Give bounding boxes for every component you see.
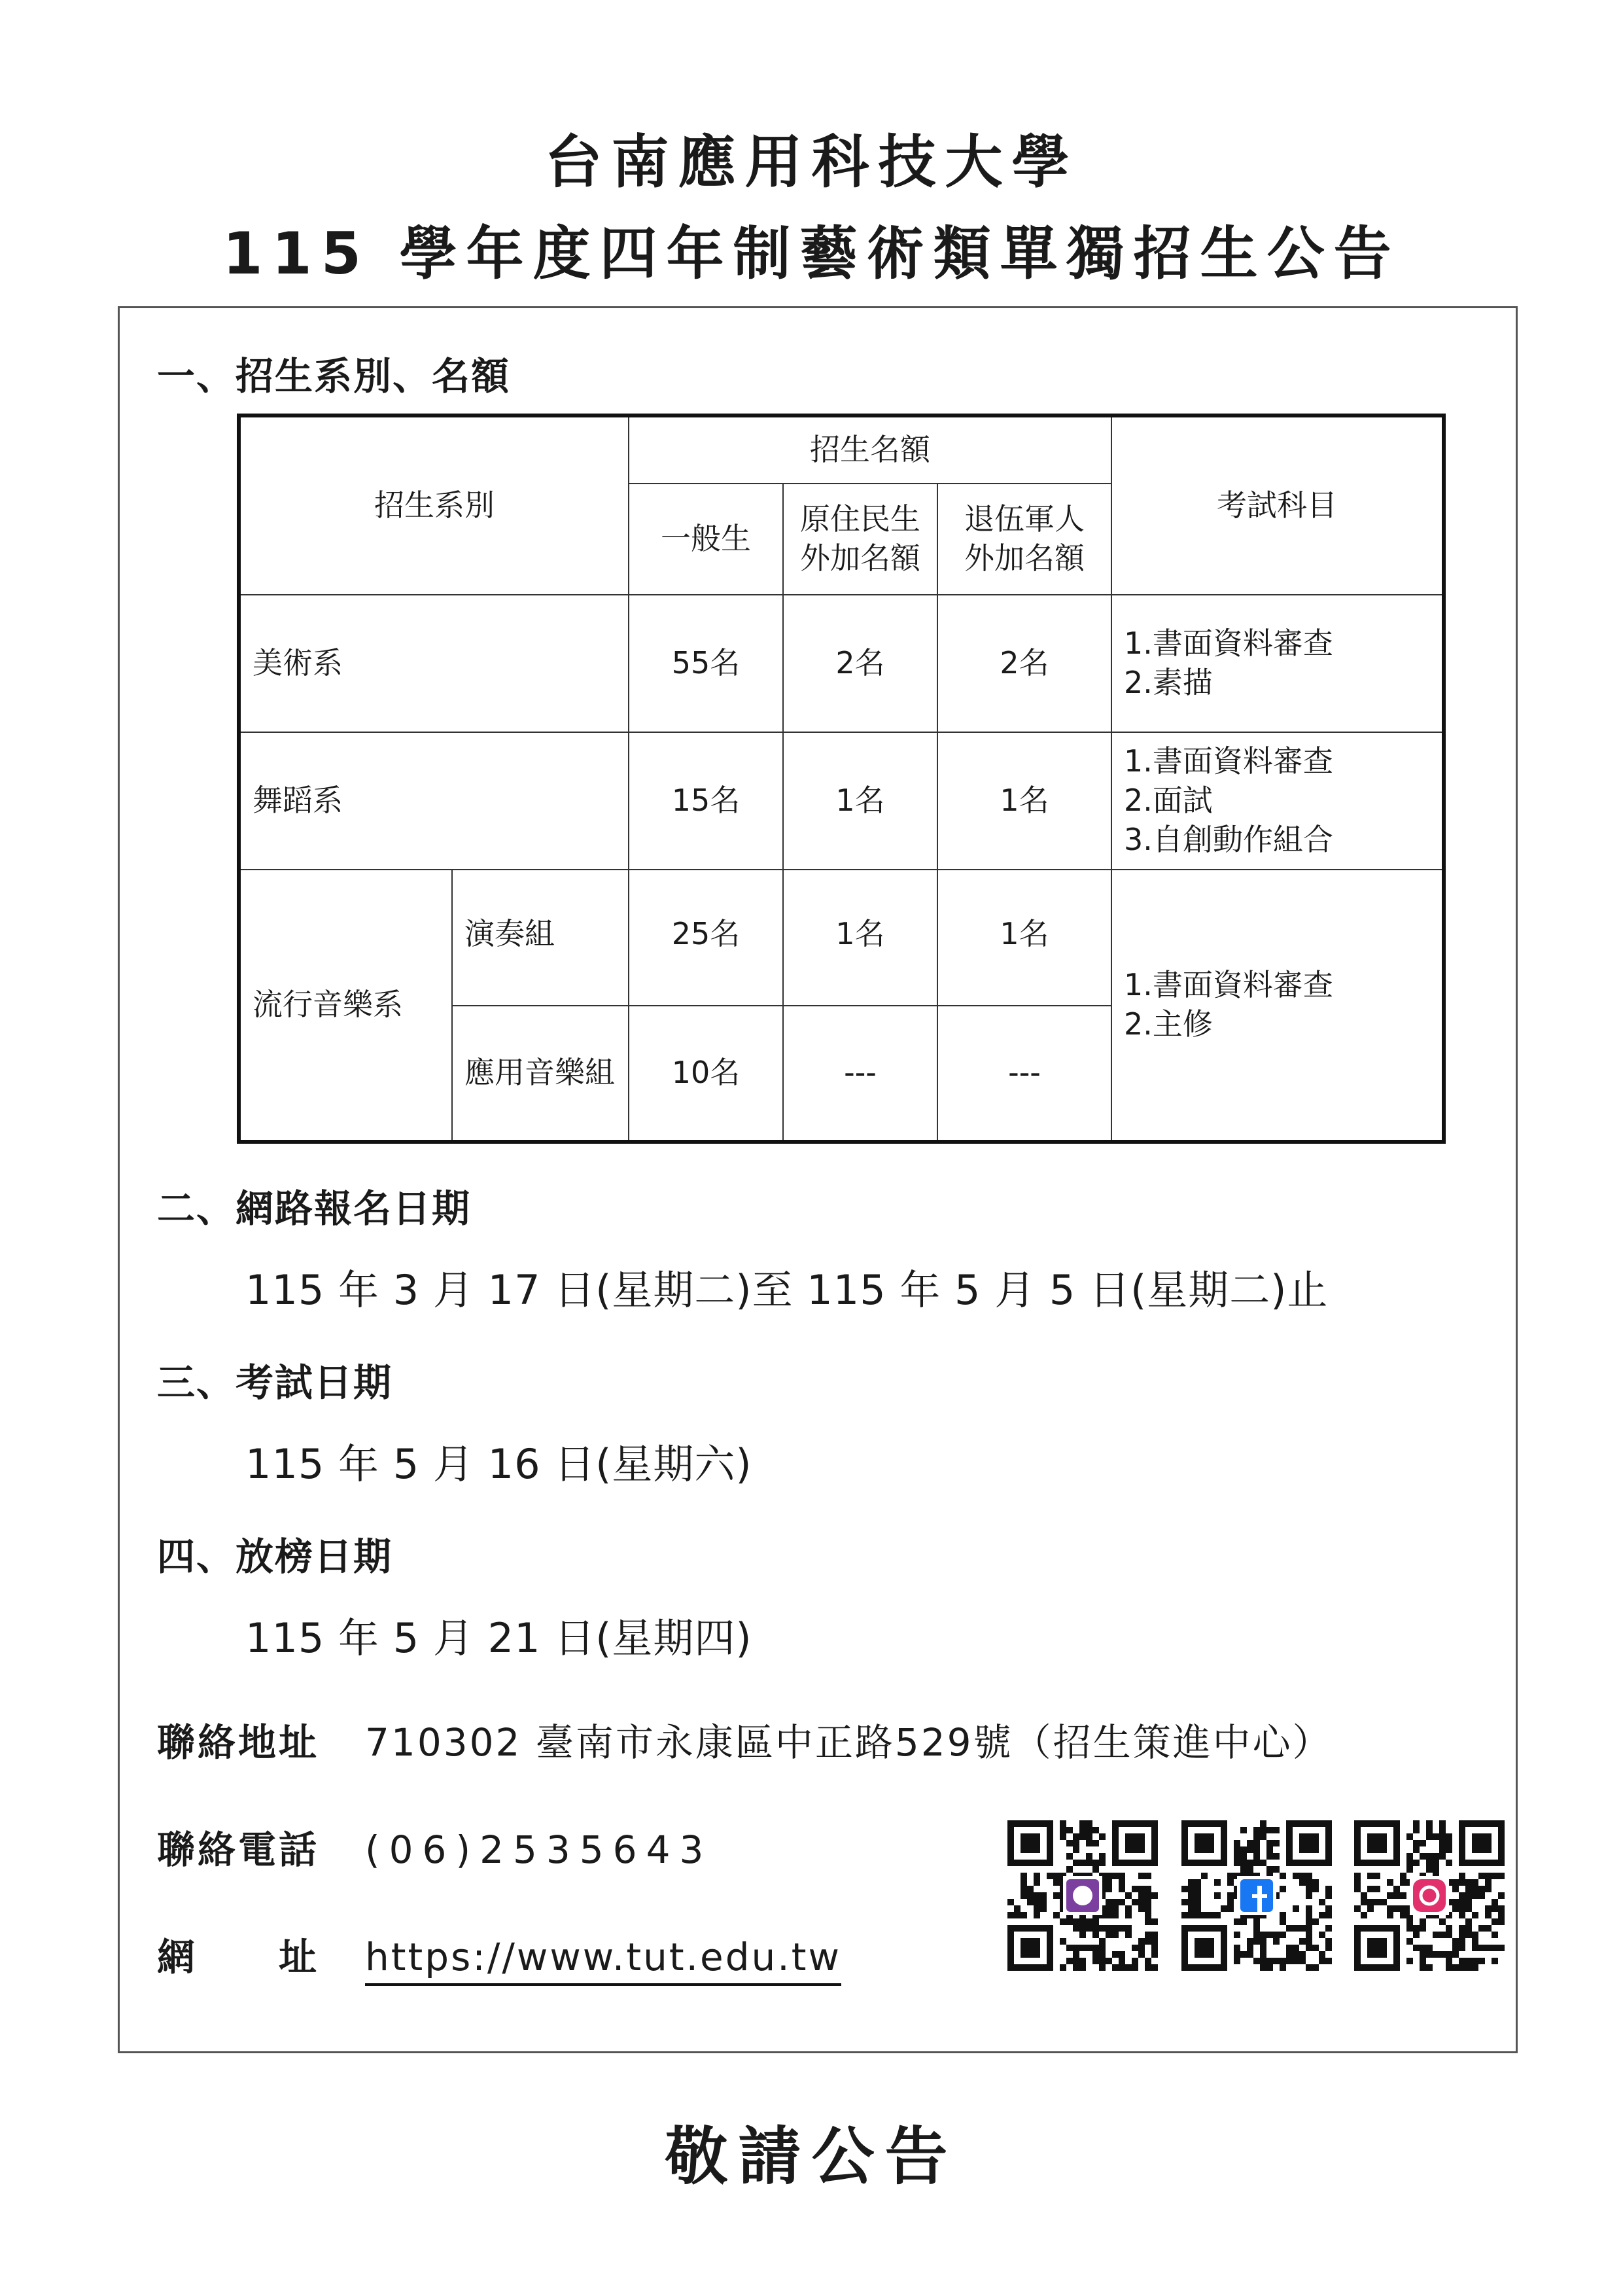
dept-cell: 美術系 — [239, 595, 629, 732]
dept-cell: 流行音樂系 — [239, 870, 452, 1142]
header-veteran: 退伍軍人 外加名額 — [937, 484, 1111, 595]
instagram-icon — [1413, 1879, 1446, 1912]
contact-address — [157, 1712, 1333, 1767]
indigenous-cell: --- — [783, 1006, 937, 1142]
header-dept: 招生系別 — [239, 415, 629, 595]
qr-code-instagram[interactable] — [1354, 1820, 1505, 1971]
header-general: 一般生 — [629, 484, 783, 595]
phone-label: 聯絡電話 — [157, 1828, 320, 1872]
result-date: 115 年 5 月 21 日(星期四) — [245, 1614, 752, 1662]
general-cell: 10名 — [629, 1006, 783, 1142]
veteran-cell: --- — [937, 1006, 1111, 1142]
phone-value: (06)2535643 — [365, 1828, 713, 1872]
website-link[interactable]: https://www.tut.edu.tw — [365, 1935, 841, 1986]
general-cell: 15名 — [629, 732, 783, 870]
qr-code-website[interactable] — [1007, 1820, 1158, 1971]
title-announcement: 115 學年度四年制藝術類單獨招生公告 — [222, 220, 1401, 287]
section-heading-3: 三、考試日期 — [157, 1360, 393, 1405]
address-label: 聯絡地址 — [157, 1720, 320, 1765]
section-heading-2: 二、網路報名日期 — [157, 1186, 472, 1231]
contact-phone — [157, 1819, 712, 1874]
table-row — [239, 732, 1444, 870]
header-quota: 招生名額 — [629, 415, 1111, 484]
contact-web — [157, 1926, 841, 1986]
table-row — [239, 870, 1444, 1006]
exam-date: 115 年 5 月 16 日(星期六) — [245, 1440, 752, 1488]
indigenous-cell: 1名 — [783, 732, 937, 870]
closing-text: 敬請公告 — [665, 2120, 958, 2193]
veteran-cell: 1名 — [937, 732, 1111, 870]
subjects-cell: 1.書面資料審查 2.主修 — [1111, 870, 1444, 1142]
indigenous-cell: 1名 — [783, 870, 937, 1006]
general-cell: 25名 — [629, 870, 783, 1006]
table-row — [239, 595, 1444, 732]
registration-dates: 115 年 3 月 17 日(星期二)至 115 年 5 月 5 日(星期二)止 — [245, 1266, 1329, 1314]
veteran-cell: 2名 — [937, 595, 1111, 732]
title-school: 台南應用科技大學 — [544, 128, 1079, 196]
general-cell: 55名 — [629, 595, 783, 732]
indigenous-cell: 2名 — [783, 595, 937, 732]
web-label: 網 址 — [157, 1935, 320, 1979]
subjects-cell: 1.書面資料審查 2.面試 3.自創動作組合 — [1111, 732, 1444, 870]
subjects-cell: 1.書面資料審查 2.素描 — [1111, 595, 1444, 732]
header-subjects: 考試科目 — [1111, 415, 1444, 595]
group-cell: 演奏組 — [452, 870, 629, 1006]
section-heading-4: 四、放榜日期 — [157, 1534, 393, 1579]
veteran-cell: 1名 — [937, 870, 1111, 1006]
dept-cell: 舞蹈系 — [239, 732, 629, 870]
quota-table — [237, 414, 1446, 1144]
section-heading-1: 一、招生系別、名額 — [157, 354, 511, 398]
header-indigenous: 原住民生 外加名額 — [783, 484, 937, 595]
group-cell: 應用音樂組 — [452, 1006, 629, 1142]
address-value: 710302 臺南市永康區中正路529號（招生策進中心） — [365, 1720, 1333, 1765]
qr-code-facebook[interactable] — [1181, 1820, 1332, 1971]
